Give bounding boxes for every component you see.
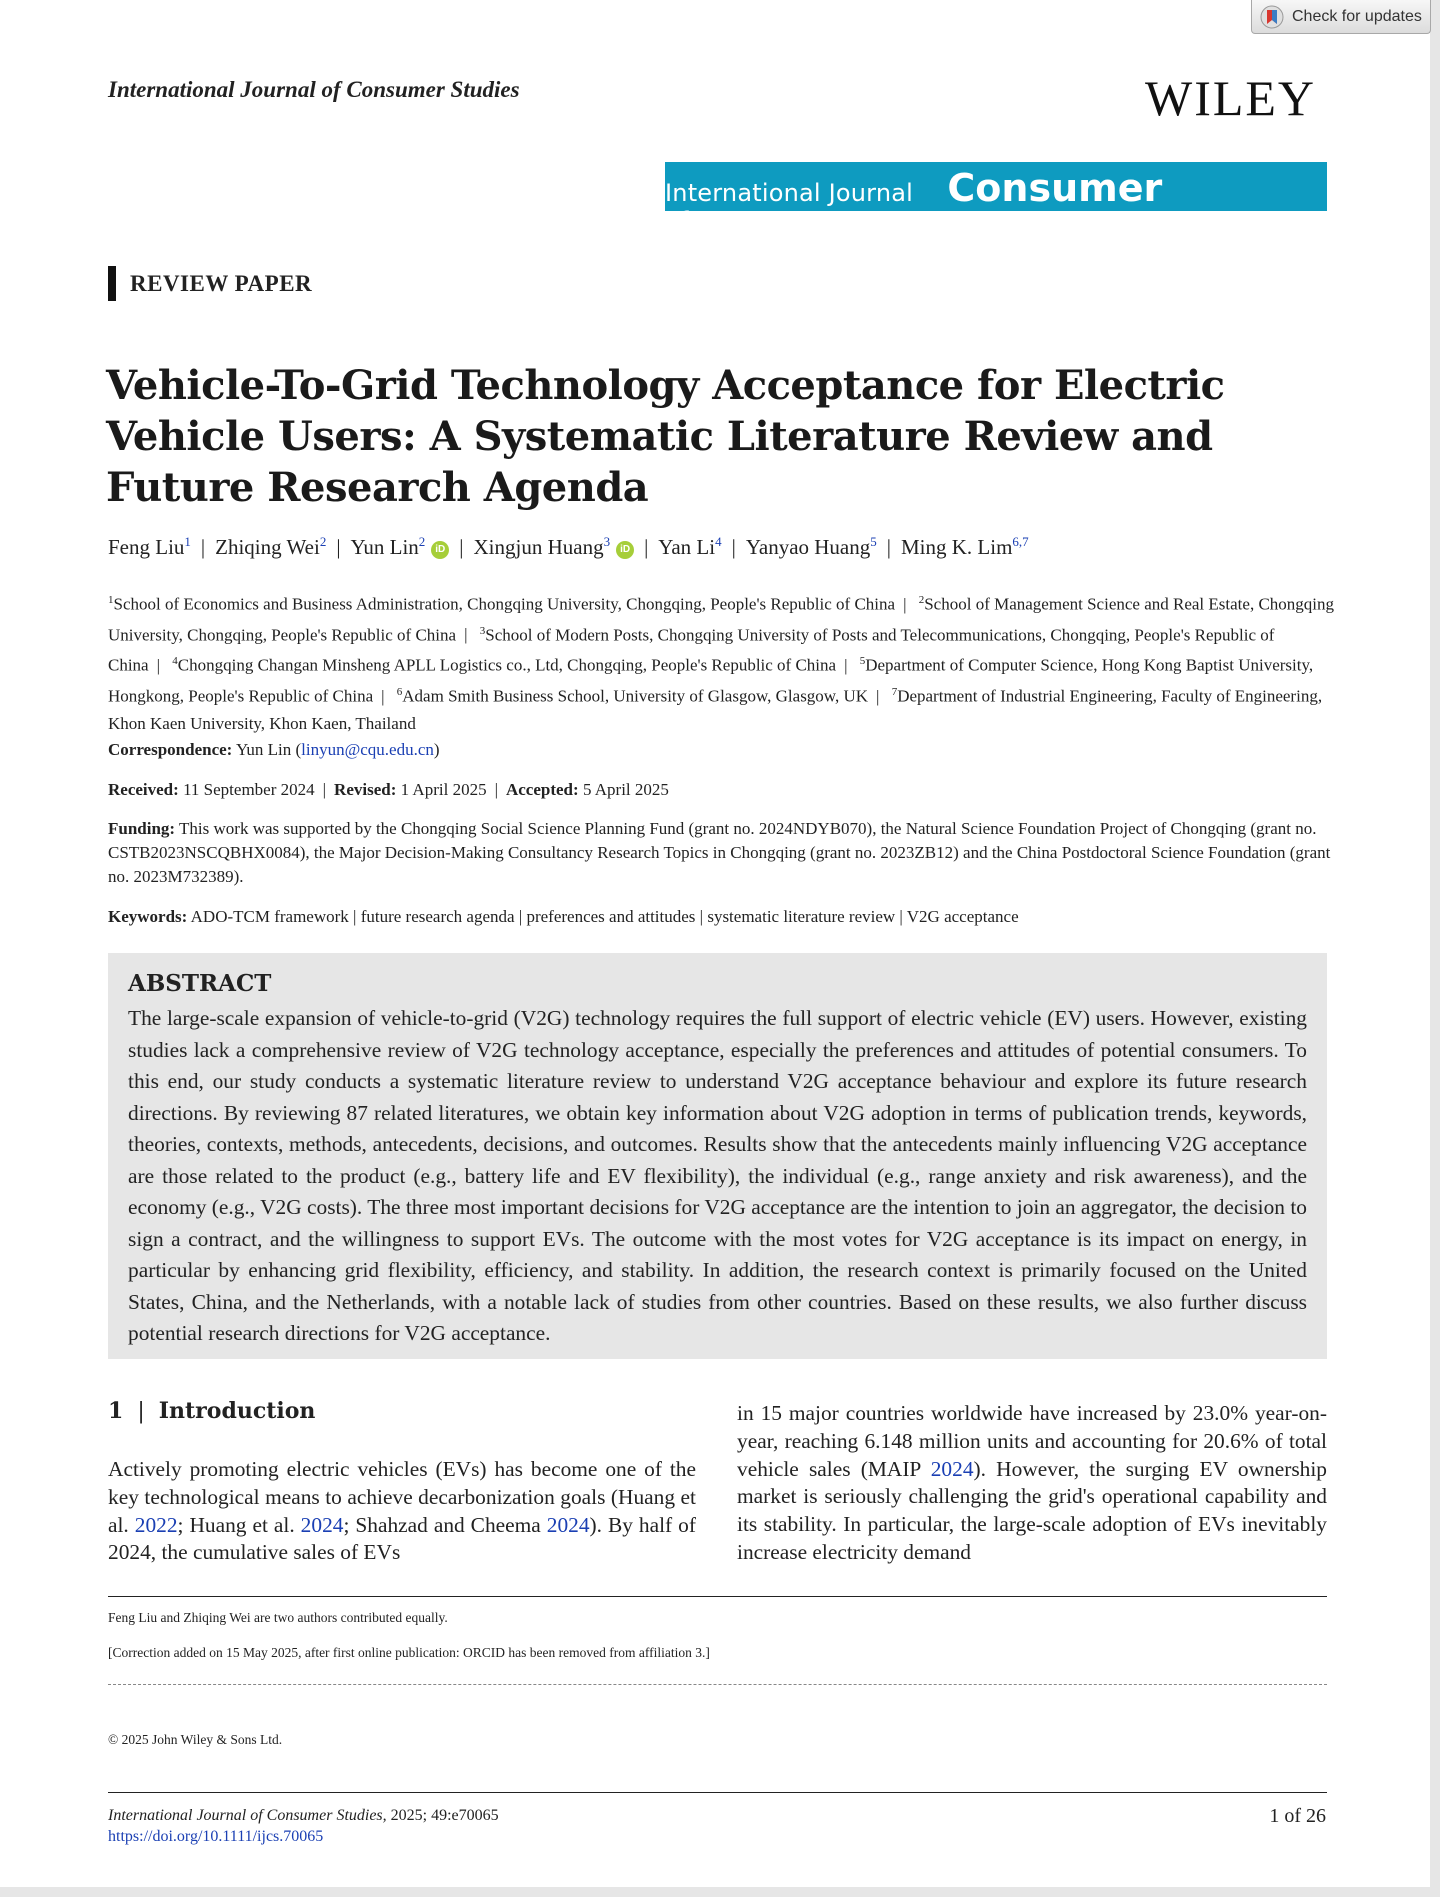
abstract-text: The large-scale expansion of vehicle-to-grid (V2G) technology requires the full support of electric vehicle (EV) users. However, existing studies lack a comprehensive review of V2G technology acceptance, especially the preferences and attitudes of potential consumers. To this end, our study conducts a systematic literature review to understand V2G acceptance behaviour and explore its future research directions. By reviewing 87 related literatures, we obtain key information about V2G adoption in terms of publication trends, keywords, theories, contexts, methods, antecedents, decisions, and outcomes. Results show that the antecedents mainly influencing V2G acceptance are those related to the product (e.g., battery life and EV flexibility), the individual (e.g., range anxiety and risk awareness), and the economy (e.g., V2G costs). The three most important decisions for V2G acceptance are the intention to join an aggregator, the decision to sign a contract, and the willingness to support EVs. The outcome with the most votes for V2G acceptance is its impact on energy, in particular by enhancing grid flexibility, efficiency, and stability. In addition, the research context is primarily focused on the United States, China, and the Netherlands, with a notable lack of studies from other countries. Based on these results, we also further discuss potential research directions for V2G acceptance. xyxy=(128,1006,1307,1345)
funding: Funding: This work was supported by the Chongqing Social Science Planning Fund (grant no. 2024NDYB070), the Natural Science Foundation Project of Chongqing (grant no. CSTB2023NSCQBHX0084), the Major Decision-Making Consultancy Research Topics in Chongqing (grant no. 2023ZB12) and the China Postdoctoral Science Foundation (grant no. 2023M732389). xyxy=(108,819,1331,886)
footnote-rule xyxy=(108,1596,1327,1597)
page-number: 1 of 26 xyxy=(1269,1805,1326,1827)
crossmark-icon xyxy=(1260,5,1284,29)
check-for-updates-label: Check for updates xyxy=(1292,7,1422,25)
article-type-label: REVIEW PAPER xyxy=(130,270,313,296)
intro-left-column: Actively promoting electric vehicles (EVs) has become one of the key technological means to achieve decarbonization goals (Huang et al. 2022; Huang et al. 2024; Shahzad and Cheema 2024). By half of 2024, the cumulative sales of EVs xyxy=(108,1457,696,1565)
author[interactable]: Yan Li$^4$ xyxy=(658,534,722,559)
journal-banner xyxy=(665,162,1327,254)
footer-citation: International Journal of Consumer Studies, 2025; 49:e70065 xyxy=(108,1807,499,1824)
dashed-divider xyxy=(108,1684,1327,1685)
page-edge-bottom xyxy=(0,1887,1440,1897)
affiliations: $^1$School of Economics and Business Administration, Chongqing University, Chongqing, People's Republic of China | $^2$School of Management Science and Real Estate, Chongqing University, Chongqing, People's Republic of China | $^3$School of Modern Posts, Chongqing University of Posts and Telecommunications, Chongqing, People's Republic of China | $^4$Chongqing Changan Minsheng APLL Logistics co., Ltd, Chongqing, People's Republic of China | $^5$Department of Computer Science, Hong Kong Baptist University, Hongkong, People's Republic of China | $^6$Adam Smith Business School, University of Glasgow, Glasgow, UK | $^7$Department of Industrial Engineering, Faculty of Engineering, Khon Kaen University, Khon Kaen, Thailand xyxy=(108,594,1335,733)
abstract-box xyxy=(108,953,1327,1359)
citation-link[interactable]: 2024 xyxy=(300,1512,344,1537)
author[interactable]: Xingjun Huang$^3$iD xyxy=(474,535,635,559)
article-type-bar xyxy=(108,266,116,301)
equal-contribution-note: Feng Liu and Zhiqing Wei are two authors contributed equally. xyxy=(108,1610,448,1625)
footer-rule xyxy=(108,1792,1327,1793)
check-for-updates-button[interactable] xyxy=(1251,0,1431,34)
doi-link[interactable]: https://doi.org/10.1111/ijcs.70065 xyxy=(108,1828,324,1845)
author[interactable]: Ming K. Lim$^{6,7}$ xyxy=(900,534,1029,559)
author[interactable]: Zhiqing Wei$^2$ xyxy=(215,534,327,559)
citation-link[interactable]: 2024 xyxy=(546,1512,590,1537)
author[interactable]: Yun Lin$^2$iD xyxy=(351,535,450,559)
article-dates: Received: 11 September 2024 | Revised: 1 April 2025 | Accepted: 5 April 2025 xyxy=(108,780,669,799)
correspondence: Correspondence: Yun Lin (linyun@cqu.edu.cn) xyxy=(108,740,440,759)
citation-link[interactable]: 2022 xyxy=(134,1512,178,1537)
author[interactable]: Feng Liu$^1$ xyxy=(108,534,191,559)
article-type xyxy=(108,266,312,301)
keywords: Keywords: ADO-TCM framework | future research agenda | preferences and attitudes | systematic literature review | V2G acceptance xyxy=(108,907,1019,926)
correction-note: [Correction added on 15 May 2025, after first online publication: ORCID has been removed from affiliation 3.] xyxy=(108,1645,710,1660)
correspondence-email-link[interactable]: linyun@cqu.edu.cn xyxy=(301,740,434,759)
banner-small-text: International Journal of xyxy=(665,179,914,235)
orcid-icon[interactable]: iD xyxy=(431,541,449,559)
citation-link[interactable]: 2024 xyxy=(930,1456,974,1481)
article-title: Vehicle-To-Grid Technology Acceptance for Electric Vehicle Users: A Systematic Literature Review and Future Research Agenda xyxy=(106,362,1225,511)
orcid-icon[interactable]: iD xyxy=(616,541,634,559)
author[interactable]: Yanyao Huang$^5$ xyxy=(745,534,877,559)
abstract-heading: ABSTRACT xyxy=(128,970,272,997)
publisher-logo: WILEY xyxy=(1145,70,1317,126)
copyright: © 2025 John Wiley & Sons Ltd. xyxy=(108,1732,283,1747)
page-edge xyxy=(1430,0,1440,1897)
banner-big-text: Consumer Studies xyxy=(947,166,1163,254)
intro-right-column: in 15 major countries worldwide have increased by 23.0% year-on-year, reaching 6.148 million units and accounting for 20.6% of total vehicle sales (MAIP 2024). However, the surging EV ownership market is seriously challenging the grid's operational capability and its stability. In particular, the large-scale adoption of EVs inevitably increase electricity demand xyxy=(737,1401,1327,1564)
section-heading: 1 | Introduction xyxy=(108,1398,316,1424)
author-list: Feng Liu$^1$ | Zhiqing Wei$^2$ | Yun Lin$^2$iD | Xingjun Huang$^3$iD | Yan Li$^4$ | Yanyao Huang$^5$ | Ming K. Lim$^{6,7}$ xyxy=(108,534,1029,559)
running-journal-title: International Journal of Consumer Studies xyxy=(108,77,520,102)
